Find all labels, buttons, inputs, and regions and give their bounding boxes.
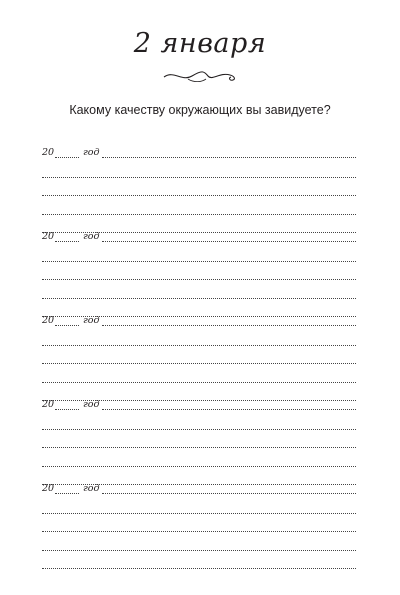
year-suffix: год <box>83 483 100 494</box>
year-suffix: год <box>83 315 100 326</box>
journal-entry <box>42 229 356 317</box>
entry-first-line[interactable] <box>102 493 356 494</box>
entry-header <box>42 313 356 327</box>
entry-header <box>42 229 356 243</box>
year-prefix: 20 <box>42 147 55 158</box>
writing-line[interactable] <box>42 531 356 532</box>
year-blank-field[interactable] <box>55 493 79 494</box>
year-prefix: 20 <box>42 315 55 326</box>
writing-line[interactable] <box>42 466 356 467</box>
writing-line[interactable] <box>42 214 356 215</box>
writing-line[interactable] <box>42 429 356 430</box>
entry-first-line[interactable] <box>102 157 356 158</box>
entry-header <box>42 481 356 495</box>
entry-header <box>42 145 356 159</box>
year-suffix: год <box>83 231 100 242</box>
year-prefix: 20 <box>42 399 55 410</box>
prompt-question: Какому качеству окружающих вы завидуете? <box>69 103 331 117</box>
writing-line[interactable] <box>42 363 356 364</box>
journal-entry <box>42 313 356 401</box>
writing-line[interactable] <box>42 382 356 383</box>
writing-line[interactable] <box>42 447 356 448</box>
writing-line[interactable] <box>42 279 356 280</box>
journal-entry <box>42 145 356 233</box>
year-suffix: год <box>83 399 100 410</box>
year-blank-field[interactable] <box>55 409 79 410</box>
year-blank-field[interactable] <box>55 157 79 158</box>
entry-header <box>42 397 356 411</box>
writing-line[interactable] <box>42 261 356 262</box>
year-blank-field[interactable] <box>55 241 79 242</box>
year-prefix: 20 <box>42 231 55 242</box>
writing-line[interactable] <box>42 177 356 178</box>
writing-line[interactable] <box>42 195 356 196</box>
writing-line[interactable] <box>42 550 356 551</box>
writing-line[interactable] <box>42 298 356 299</box>
year-prefix: 20 <box>42 483 55 494</box>
writing-line[interactable] <box>42 345 356 346</box>
entry-first-line[interactable] <box>102 409 356 410</box>
writing-line[interactable] <box>42 513 356 514</box>
entry-first-line[interactable] <box>102 241 356 242</box>
journal-entry <box>42 481 356 569</box>
journal-entry <box>42 397 356 485</box>
ornament-flourish <box>160 67 240 85</box>
page-date-title: 2 января <box>133 28 267 59</box>
year-suffix: год <box>83 147 100 158</box>
year-blank-field[interactable] <box>55 325 79 326</box>
entry-first-line[interactable] <box>102 325 356 326</box>
writing-line[interactable] <box>42 568 356 569</box>
